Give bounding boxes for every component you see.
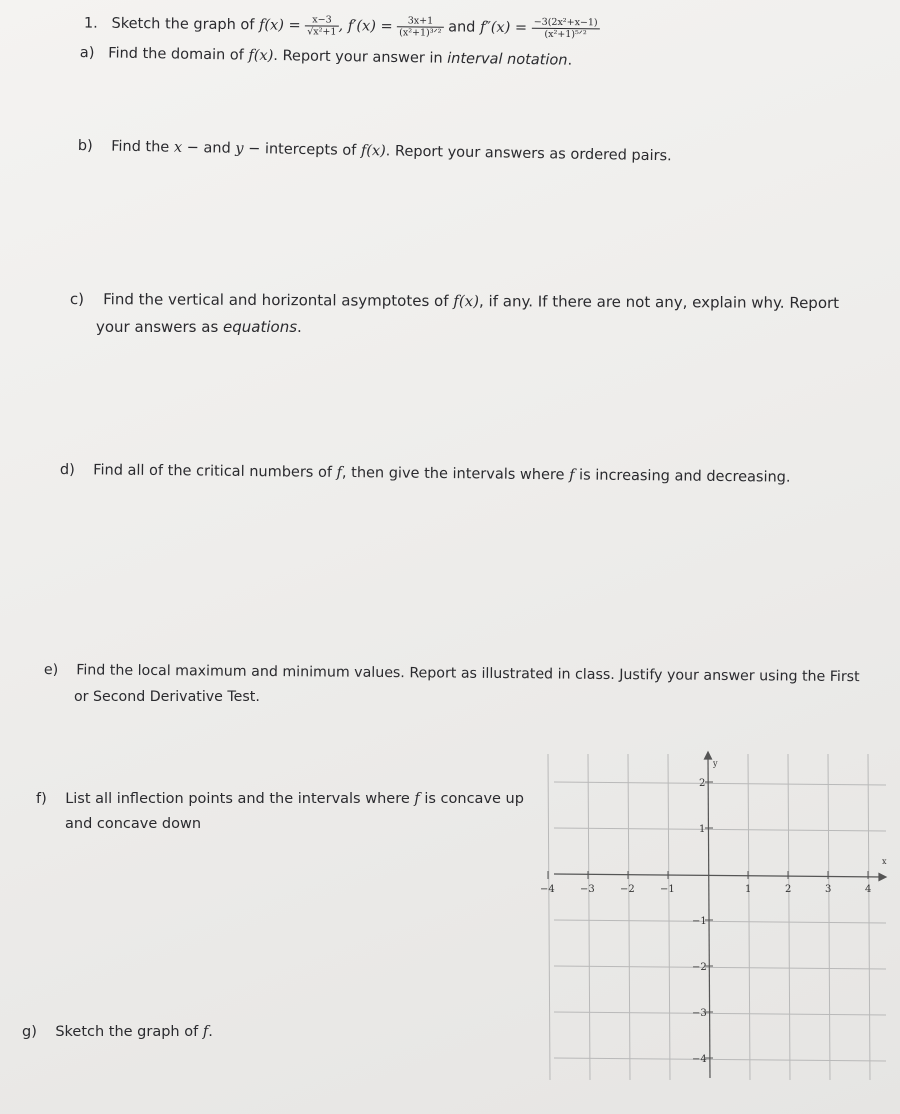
part-f-line1 (36, 791, 524, 807)
part-f-f: f (414, 791, 420, 807)
part-b-x: x (173, 139, 183, 156)
part-a-emph: interval notation (447, 50, 568, 69)
y-tick-label: −3 (692, 1008, 707, 1019)
part-b-y: y (235, 140, 244, 157)
x-tick-label: 2 (785, 884, 792, 895)
grid-line-horizontal (554, 828, 886, 831)
part-d-text1: Find all of the critical numbers of (93, 462, 333, 481)
y-tick-label: 2 (699, 778, 706, 789)
part-c-letter: c) (69, 290, 85, 309)
grid-line-vertical (668, 754, 670, 1080)
part-d-text3: is increasing and decreasing. (579, 467, 791, 486)
part-g (22, 1024, 213, 1040)
problem-header (84, 12, 600, 40)
coordinate-grid (540, 748, 890, 1084)
problem-number: 1. (83, 15, 98, 32)
y-axis-arrow (705, 752, 712, 759)
grid-line-horizontal (554, 782, 886, 785)
part-f-letter: f) (36, 791, 47, 807)
x-tick-label: 1 (745, 884, 752, 895)
part-a (80, 45, 573, 69)
part-b-func: f(x) (360, 142, 386, 160)
part-f-text3: and concave down (65, 816, 202, 832)
part-e-letter: e) (43, 662, 59, 679)
part-a-func: f(x) (248, 47, 274, 65)
fdoubleprime-denominator: (x²+1)⁵ᐟ² (544, 28, 587, 41)
x-axis-label: x (882, 857, 887, 866)
fprime-label: , f′(x) = (338, 18, 393, 35)
y-tick-label: −2 (692, 962, 707, 973)
grid-line-vertical (868, 754, 870, 1080)
x-axis-arrow (879, 874, 886, 881)
fprime-numerator: 3x+1 (397, 15, 443, 27)
part-c-text2: , if any. If there are not any, explain why. Report (478, 292, 840, 313)
f-numerator: x−3 (305, 14, 338, 26)
part-a-text1: Find the domain of (108, 45, 244, 64)
part-g-text1: Sketch the graph of (55, 1024, 199, 1040)
part-c-line2 (96, 318, 302, 336)
part-f-text2: is concave up (424, 791, 524, 807)
part-e-line1 (44, 662, 860, 685)
part-b-letter: b) (77, 138, 93, 155)
fdoubleprime-fraction (532, 17, 600, 41)
part-d-letter: d) (59, 462, 75, 479)
grid-line-vertical (828, 754, 830, 1080)
part-d-f2: f (569, 467, 575, 484)
f-label: f(x) = (258, 17, 301, 34)
part-b-text2: − intercepts of (248, 140, 357, 159)
grid-line-horizontal (554, 966, 886, 969)
fdoubleprime-numerator: −3(2x²+x−1) (532, 17, 600, 30)
x-axis (554, 874, 884, 877)
y-tick-label: 1 (699, 824, 706, 835)
part-g-end: . (208, 1024, 213, 1040)
grid-line-horizontal (554, 1058, 886, 1061)
part-b-mid: − and (186, 139, 231, 157)
part-f-text1: List all inflection points and the intervals where (65, 791, 410, 807)
part-c-text1: Find the vertical and horizontal asymptotes of (103, 290, 449, 310)
part-g-letter: g) (22, 1024, 37, 1040)
fdoubleprime-label: f″(x) = (479, 19, 528, 37)
grid-line-horizontal (554, 1012, 886, 1015)
part-c-emph: equations (223, 318, 298, 336)
x-tick-label: 3 (825, 884, 832, 895)
part-c-end: . (297, 318, 302, 336)
y-axis-label: y (713, 759, 718, 768)
y-tick-label: −4 (692, 1054, 707, 1065)
part-a-text2: . Report your answer in (273, 48, 443, 67)
part-b-text1: Find the (111, 138, 170, 156)
y-axis (708, 756, 710, 1078)
grid-line-horizontal (554, 920, 886, 923)
x-tick-label: −3 (580, 884, 595, 895)
problem-intro: Sketch the graph of (111, 15, 255, 34)
part-b-text3: . Report your answers as ordered pairs. (385, 143, 672, 165)
part-e-text1: Find the local maximum and minimum values. Report as illustrated in class. Justify your answer using the First (76, 662, 860, 686)
grid-line-vertical (788, 754, 790, 1080)
part-d (60, 462, 791, 486)
y-tick-label: −1 (692, 916, 707, 927)
grid-line-vertical (548, 754, 550, 1080)
f-denominator: √x²+1 (307, 26, 337, 38)
part-e-line2 (74, 689, 260, 705)
part-a-end: . (567, 52, 573, 69)
part-b (78, 138, 672, 164)
part-d-text2: , then give the intervals where (341, 464, 565, 484)
grid-line-vertical (748, 754, 750, 1080)
grid-line-vertical (628, 754, 630, 1080)
fprime-denominator: (x²+1)³ᐟ² (399, 27, 442, 39)
x-tick-label: −4 (540, 884, 555, 895)
part-c-line1 (70, 290, 839, 312)
part-a-letter: a) (79, 45, 95, 62)
part-d-f1: f (336, 464, 343, 481)
f-fraction (305, 14, 338, 37)
part-c-func: f(x) (453, 292, 480, 311)
part-f-line2 (65, 816, 201, 832)
part-e-text2: or Second Derivative Test. (74, 689, 260, 705)
part-c-text3: your answers as (96, 318, 219, 336)
grid-line-vertical (588, 754, 590, 1080)
x-tick-label: 4 (865, 884, 872, 895)
fprime-fraction (397, 15, 443, 38)
x-tick-label: −1 (660, 884, 675, 895)
x-tick-label: −2 (620, 884, 635, 895)
part-g-f: f (202, 1024, 209, 1040)
and-word: and (448, 19, 476, 36)
